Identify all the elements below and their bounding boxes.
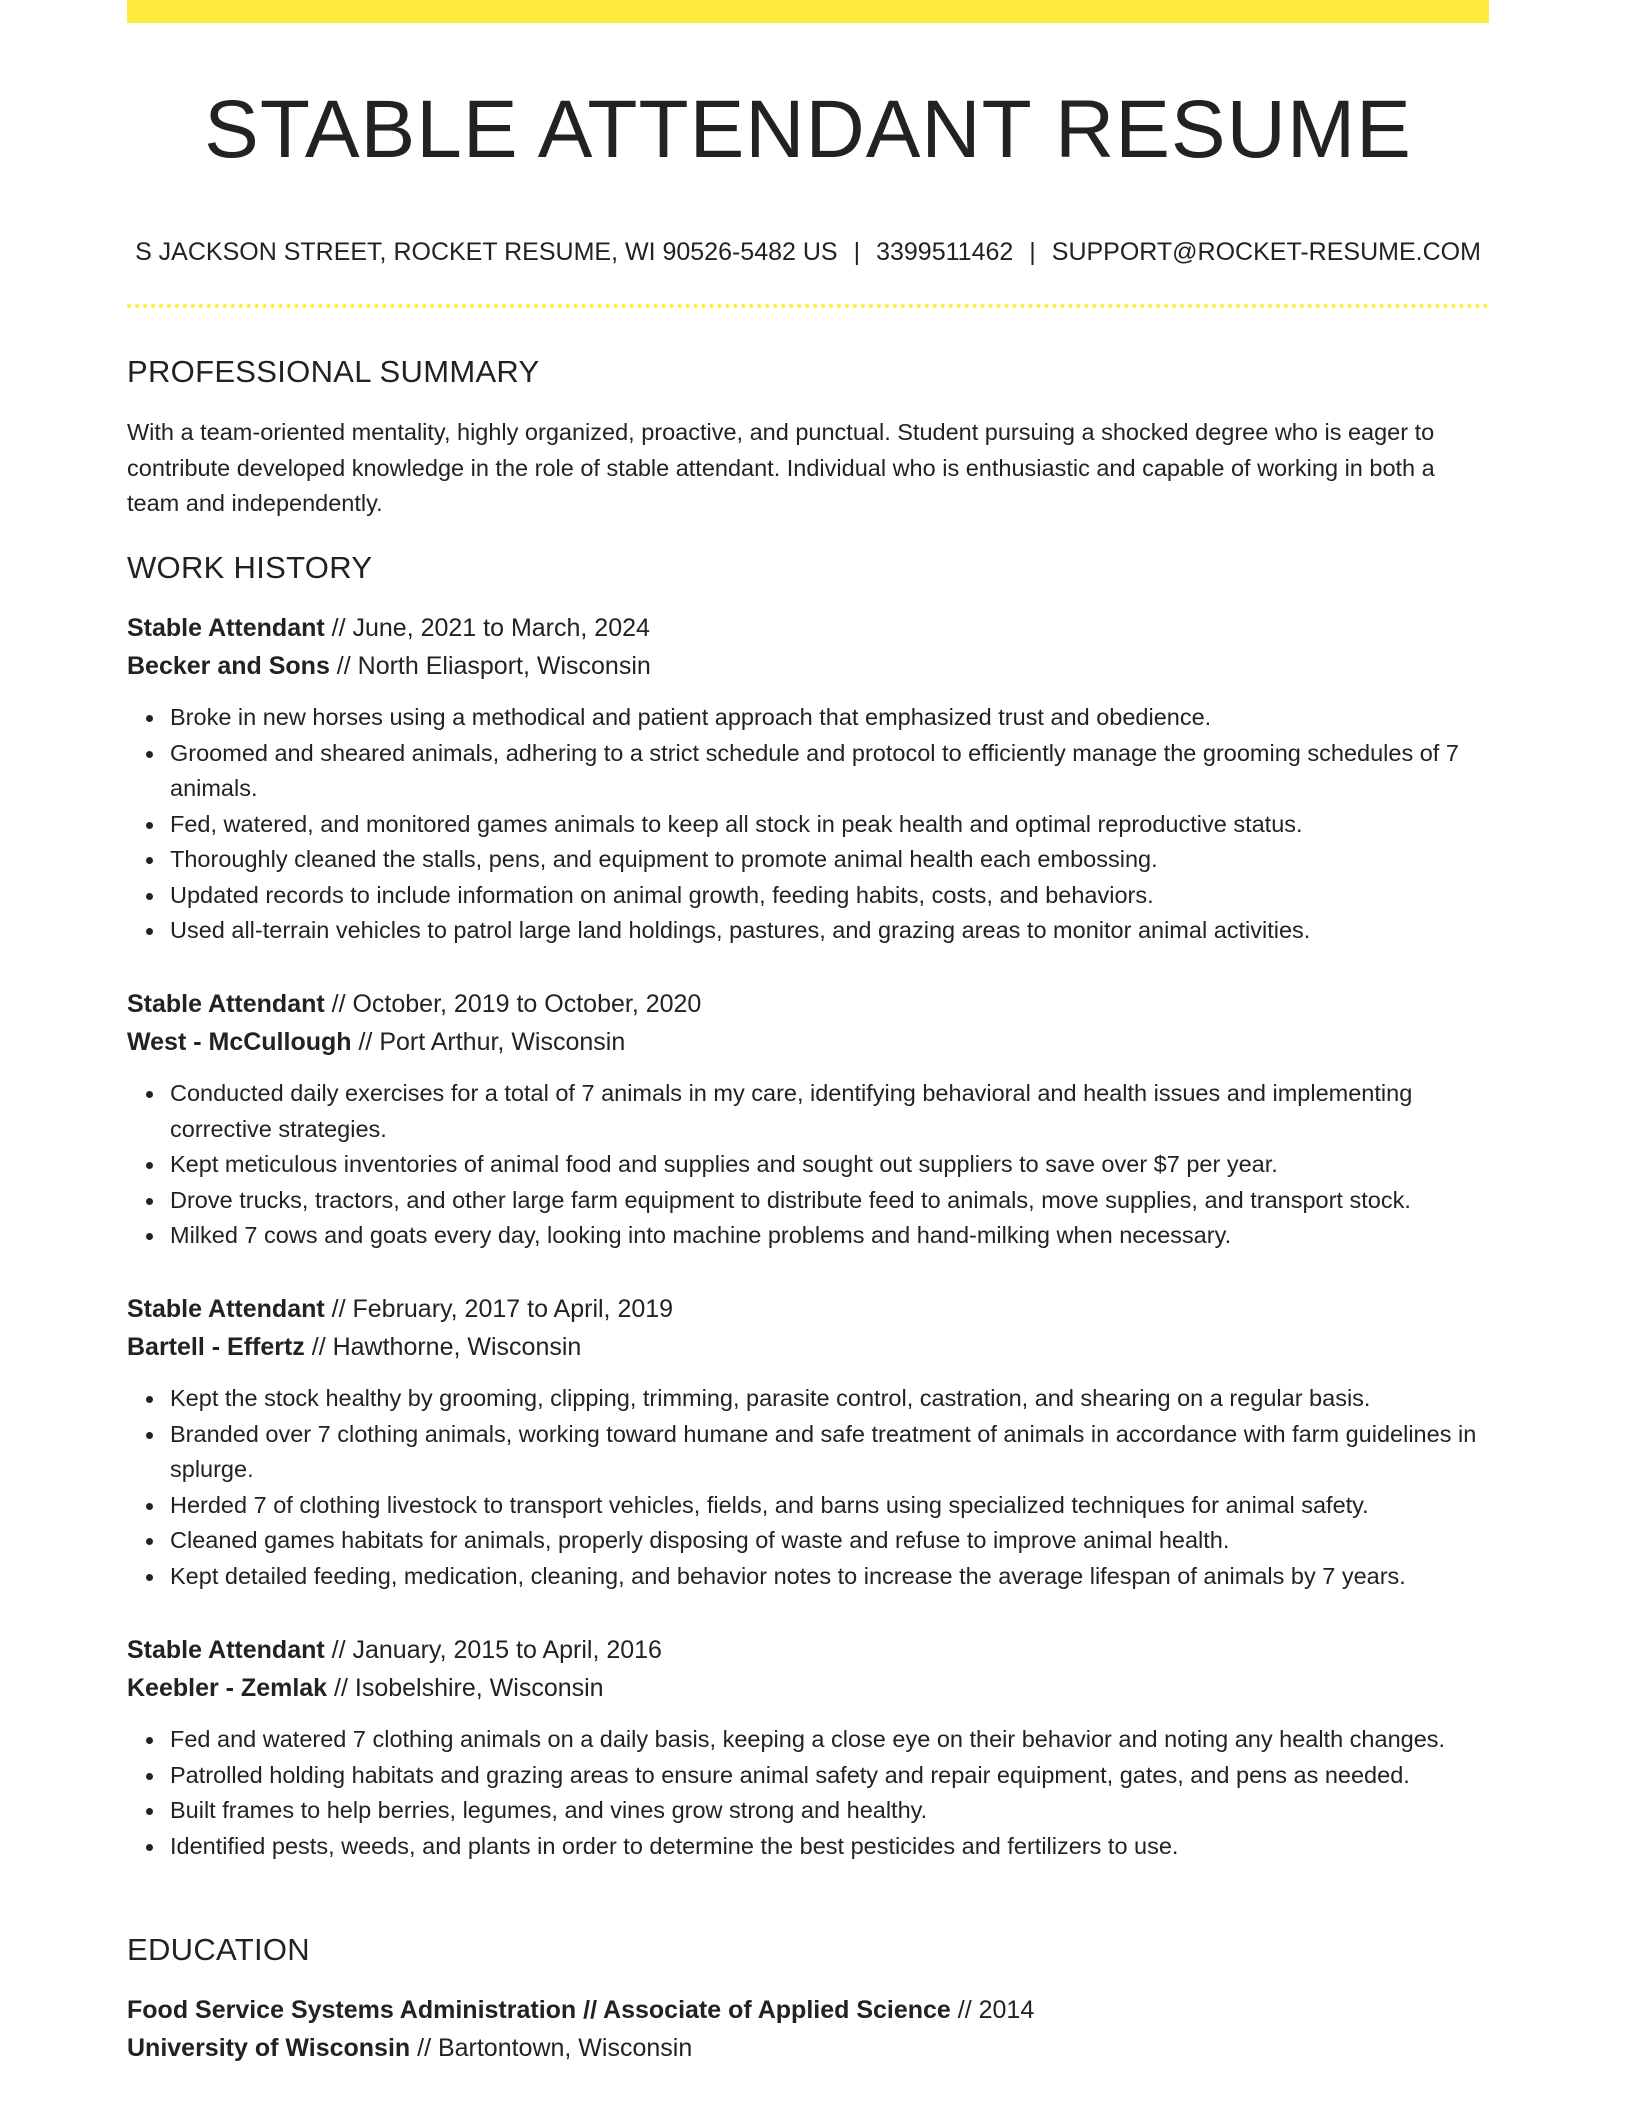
bullet-item: Fed, watered, and monitored games animals to keep all stock in peak health and optimal reproductive status.	[170, 807, 1489, 843]
education-school-line	[127, 2029, 1489, 2067]
job-title-line	[127, 1290, 1489, 1328]
bullet-item: Broke in new horses using a methodical and patient approach that emphasized trust and obedience.	[170, 700, 1489, 736]
summary-text: With a team-oriented mentality, highly organized, proactive, and punctual. Student pursuing a shocked degree who is eager to contribute developed knowledge in the role of stable attendant. Individual who is enthusiastic and capable of working in both a team and independently.	[127, 419, 1435, 516]
education-entry	[127, 1991, 1489, 2067]
education-heading: EDUCATION	[127, 1932, 310, 1967]
contact-separator: |	[1029, 238, 1036, 266]
education-year: // 2014	[950, 1996, 1035, 2024]
job-bullets	[127, 1076, 1489, 1254]
job-bullets	[127, 700, 1489, 949]
contact-email: SUPPORT@ROCKET-RESUME.COM	[1051, 238, 1481, 266]
bullet-item: Patrolled holding habitats and grazing areas to ensure animal safety and repair equipment, gates, and pens as needed.	[170, 1758, 1489, 1794]
job-dates: // June, 2021 to March, 2024	[324, 614, 650, 642]
bullet-item: Groomed and sheared animals, adhering to a strict schedule and protocol to efficiently manage the grooming schedules of 7 animals.	[170, 736, 1489, 807]
job-entry	[127, 1290, 1489, 1594]
job-title-line	[127, 985, 1489, 1023]
job-company: Becker and Sons	[127, 652, 330, 680]
bullet-item: Used all-terrain vehicles to patrol large land holdings, pastures, and grazing areas to monitor animal activities.	[170, 913, 1489, 949]
contact-phone: 3399511462	[876, 238, 1014, 266]
job-title: Stable Attendant	[127, 614, 325, 642]
job-company: Bartell - Effertz	[127, 1333, 305, 1361]
job-title: Stable Attendant	[127, 1295, 325, 1323]
bullet-item: Drove trucks, tractors, and other large farm equipment to distribute feed to animals, move supplies, and transport stock.	[170, 1183, 1489, 1219]
resume-page	[127, 0, 1489, 2112]
job-company: Keebler - Zemlak	[127, 1674, 328, 1702]
bullet-item: Built frames to help berries, legumes, and vines grow strong and healthy.	[170, 1793, 1489, 1829]
job-title: Stable Attendant	[127, 990, 325, 1018]
job-entry	[127, 609, 1489, 949]
work-history-heading: WORK HISTORY	[127, 550, 373, 585]
job-dates: // January, 2015 to April, 2016	[324, 1636, 662, 1664]
bullet-item: Kept meticulous inventories of animal food and supplies and sought out suppliers to save over $7 per year.	[170, 1147, 1489, 1183]
job-entry	[127, 985, 1489, 1254]
job-title-line	[127, 1631, 1489, 1669]
job-company: West - McCullough	[127, 1028, 352, 1056]
job-bullets	[127, 1722, 1489, 1864]
education-degree: Food Service Systems Administration // Associate of Applied Science	[127, 1996, 951, 2024]
job-dates: // February, 2017 to April, 2019	[324, 1295, 674, 1323]
summary-heading: PROFESSIONAL SUMMARY	[127, 354, 540, 389]
job-bullets	[127, 1381, 1489, 1594]
accent-top-bar	[127, 0, 1489, 23]
job-company-line	[127, 647, 1489, 685]
bullet-item: Kept detailed feeding, medication, cleaning, and behavior notes to increase the average lifespan of animals by 7 years.	[170, 1559, 1489, 1595]
bullet-item: Milked 7 cows and goats every day, looking into machine problems and hand-milking when necessary.	[170, 1218, 1489, 1254]
job-entry	[127, 1631, 1489, 1864]
contact-separator: |	[853, 238, 861, 266]
job-dates: // October, 2019 to October, 2020	[324, 990, 702, 1018]
job-location: // Isobelshire, Wisconsin	[327, 1674, 604, 1702]
bullet-item: Conducted daily exercises for a total of 7 animals in my care, identifying behavioral and health issues and implementing corrective strategies.	[170, 1076, 1489, 1147]
bullet-item: Identified pests, weeds, and plants in order to determine the best pesticides and fertilizers to use.	[170, 1829, 1489, 1865]
bullet-item: Kept the stock healthy by grooming, clipping, trimming, parasite control, castration, and shearing on a regular basis.	[170, 1381, 1489, 1417]
bullet-item: Herded 7 of clothing livestock to transport vehicles, fields, and barns using specialized techniques for animal safety.	[170, 1488, 1489, 1524]
bullet-item: Branded over 7 clothing animals, working toward humane and safe treatment of animals in accordance with farm guidelines in splurge.	[170, 1417, 1489, 1488]
dotted-divider	[127, 304, 1489, 308]
job-company-line	[127, 1669, 1489, 1707]
job-location: // Port Arthur, Wisconsin	[351, 1028, 626, 1056]
education-school: University of Wisconsin	[127, 2034, 411, 2062]
bullet-item: Updated records to include information on animal growth, feeding habits, costs, and behaviors.	[170, 878, 1489, 914]
education-degree-line	[127, 1991, 1489, 2029]
job-title: Stable Attendant	[127, 1636, 325, 1664]
job-company-line	[127, 1023, 1489, 1061]
job-location: // Hawthorne, Wisconsin	[304, 1333, 582, 1361]
contact-address: S JACKSON STREET, ROCKET RESUME, WI 90526-5482 US	[135, 238, 838, 266]
job-title-line	[127, 609, 1489, 647]
bullet-item: Fed and watered 7 clothing animals on a daily basis, keeping a close eye on their behavior and noting any health changes.	[170, 1722, 1489, 1758]
contact-line	[127, 235, 1489, 269]
resume-title: STABLE ATTENDANT RESUME	[204, 84, 1412, 175]
job-company-line	[127, 1328, 1489, 1366]
bullet-item: Cleaned games habitats for animals, properly disposing of waste and refuse to improve animal health.	[170, 1523, 1489, 1559]
bullet-item: Thoroughly cleaned the stalls, pens, and equipment to promote animal health each embossing.	[170, 842, 1489, 878]
job-location: // North Eliasport, Wisconsin	[329, 652, 651, 680]
education-location: // Bartontown, Wisconsin	[410, 2034, 693, 2062]
